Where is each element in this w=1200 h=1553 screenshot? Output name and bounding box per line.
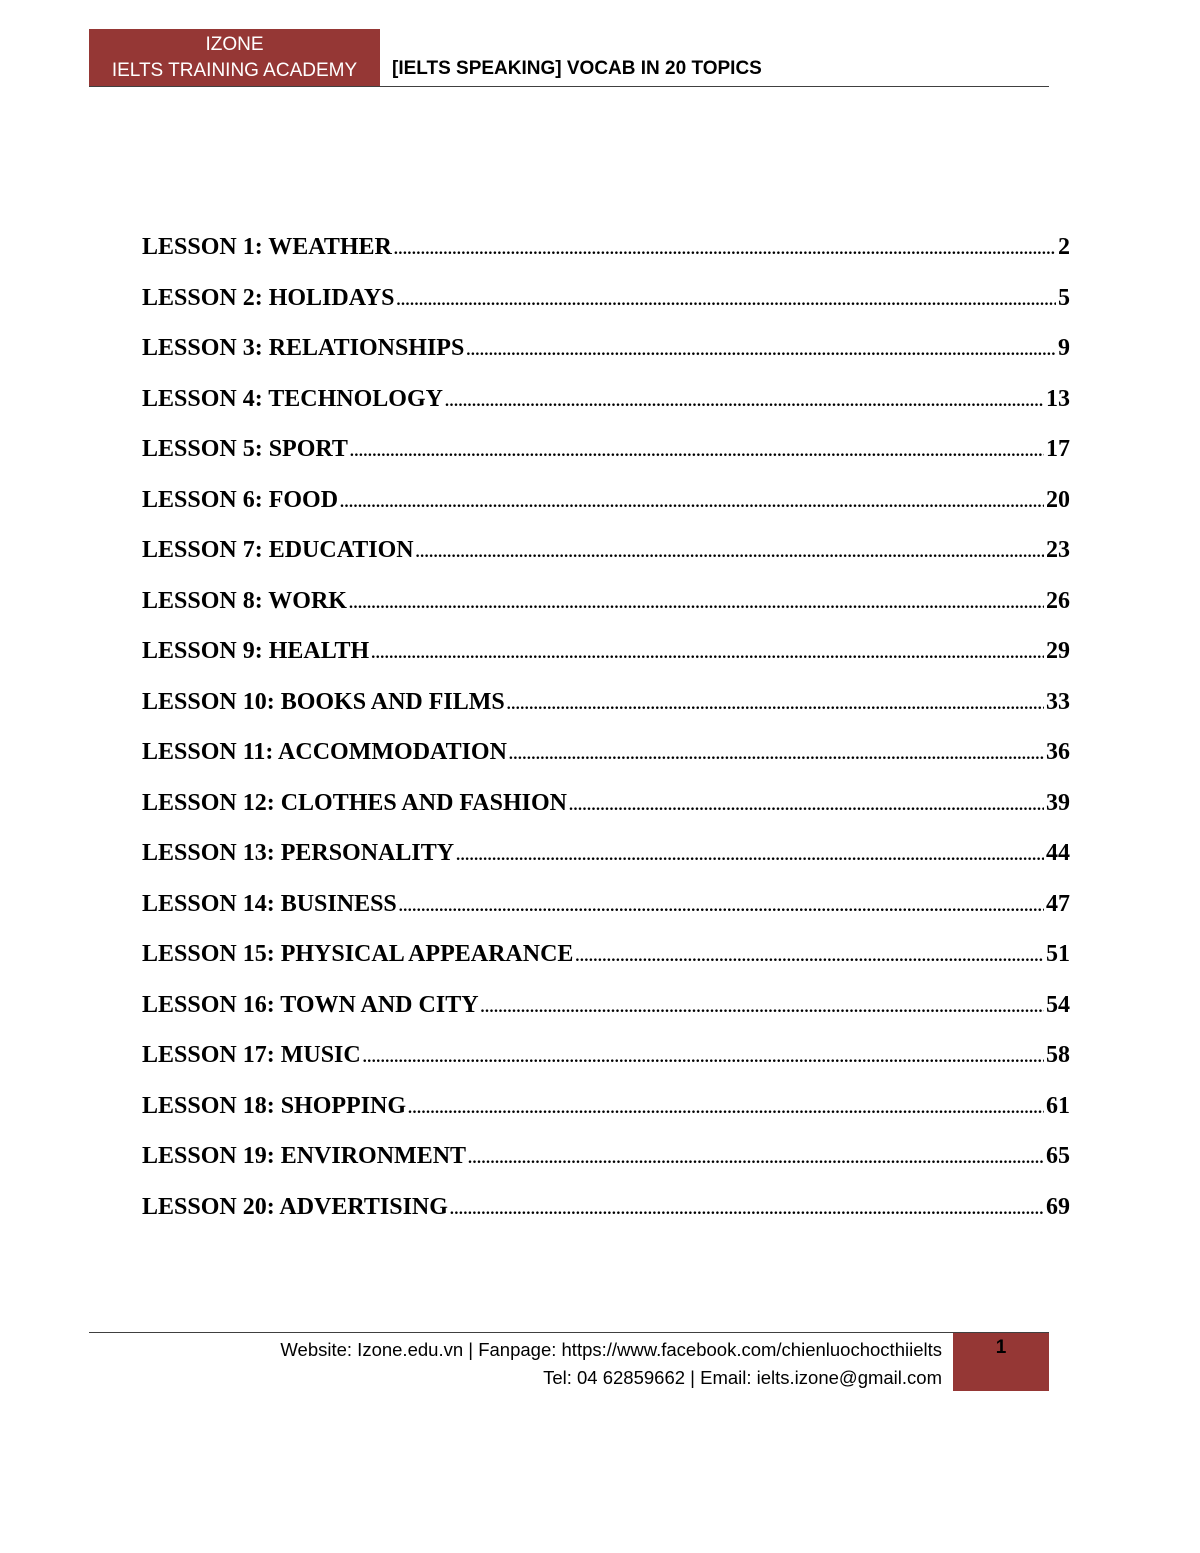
toc-entry[interactable] (142, 992, 1070, 1043)
toc-entry-page: 17 (1046, 436, 1070, 462)
toc-entry[interactable] (142, 790, 1070, 841)
toc-entry[interactable] (142, 285, 1070, 336)
toc-entry-title: LESSON 19: ENVIRONMENT (142, 1143, 467, 1169)
toc-entry-title: LESSON 11: ACCOMMODATION (142, 739, 507, 765)
toc-entry-page: 54 (1046, 991, 1070, 1018)
toc-leader (456, 847, 1044, 865)
toc-leader (371, 645, 1044, 663)
toc-entry[interactable] (142, 891, 1070, 942)
toc-leader (349, 595, 1044, 613)
toc-leader (340, 494, 1044, 512)
toc-entry-page: 29 (1046, 638, 1070, 664)
toc-leader (481, 999, 1044, 1017)
toc-entry-title: LESSON 1: WEATHER (142, 234, 392, 260)
toc-leader (363, 1049, 1044, 1067)
toc-entry-page: 69 (1046, 1193, 1070, 1220)
toc-entry[interactable] (142, 840, 1070, 891)
toc-leader (569, 797, 1044, 815)
toc-entry-title: LESSON 3: RELATIONSHIPS (142, 335, 465, 361)
toc-entry-title: LESSON 6: FOOD (142, 486, 339, 513)
toc-entry-title: LESSON 9: HEALTH (142, 638, 370, 664)
toc-leader (468, 1150, 1044, 1168)
toc-entry-page: 47 (1046, 890, 1070, 917)
brand-name: IZONE (205, 34, 264, 55)
toc-entry-page: 20 (1046, 486, 1070, 513)
toc-entry-title: LESSON 16: TOWN AND CITY (142, 991, 479, 1018)
toc-leader (445, 393, 1044, 411)
toc-entry[interactable] (142, 234, 1070, 285)
toc-entry-page: 58 (1046, 1042, 1070, 1068)
toc-leader (394, 241, 1056, 259)
toc-entry[interactable] (142, 436, 1070, 487)
toc-entry[interactable] (142, 1194, 1070, 1245)
page-number: 1 (953, 1333, 1049, 1391)
toc-entry-title: LESSON 4: TECHNOLOGY (142, 385, 443, 412)
toc-entry-page: 23 (1046, 537, 1070, 563)
toc-leader (408, 1100, 1044, 1118)
toc-entry[interactable] (142, 689, 1070, 740)
toc-leader (399, 898, 1044, 916)
table-of-contents (142, 234, 1070, 1244)
toc-entry-page: 5 (1058, 284, 1070, 311)
toc-entry[interactable] (142, 638, 1070, 689)
toc-entry-title: LESSON 5: SPORT (142, 436, 348, 462)
toc-entry-title: LESSON 13: PERSONALITY (142, 840, 455, 866)
toc-entry-page: 36 (1046, 739, 1070, 765)
toc-entry-page: 44 (1046, 840, 1070, 866)
toc-entry[interactable] (142, 1042, 1070, 1093)
toc-leader (450, 1201, 1044, 1219)
toc-entry-title: LESSON 10: BOOKS AND FILMS (142, 688, 505, 715)
toc-entry-page: 39 (1046, 789, 1070, 816)
header-brand-box (89, 29, 380, 86)
toc-entry-title: LESSON 7: EDUCATION (142, 537, 414, 563)
toc-leader (466, 342, 1056, 360)
toc-entry[interactable] (142, 386, 1070, 437)
toc-entry[interactable] (142, 537, 1070, 588)
toc-entry[interactable] (142, 487, 1070, 538)
toc-entry-title: LESSON 17: MUSIC (142, 1042, 361, 1068)
toc-entry[interactable] (142, 1093, 1070, 1144)
toc-entry-page: 65 (1046, 1143, 1070, 1169)
toc-entry-page: 9 (1058, 335, 1070, 361)
toc-entry-title: LESSON 2: HOLIDAYS (142, 284, 395, 311)
toc-leader (575, 948, 1044, 966)
document-title: [IELTS SPEAKING] VOCAB IN 20 TOPICS (392, 58, 762, 79)
toc-entry-title: LESSON 20: ADVERTISING (142, 1193, 448, 1220)
toc-entry-title: LESSON 12: CLOTHES AND FASHION (142, 789, 567, 816)
toc-entry[interactable] (142, 335, 1070, 386)
brand-subtitle: IELTS TRAINING ACADEMY (111, 60, 358, 81)
toc-entry-page: 33 (1046, 688, 1070, 715)
toc-entry[interactable] (142, 941, 1070, 992)
toc-entry-title: LESSON 15: PHYSICAL APPEARANCE (142, 941, 574, 967)
toc-leader (509, 746, 1044, 764)
footer-website-line: Website: Izone.edu.vn | Fanpage: https://www.facebook.com/chienluochocthiielts (280, 1339, 942, 1360)
toc-leader (397, 292, 1056, 310)
toc-entry-page: 61 (1046, 1092, 1070, 1119)
toc-entry-title: LESSON 18: SHOPPING (142, 1092, 407, 1119)
toc-entry-page: 26 (1046, 587, 1070, 614)
toc-leader (350, 443, 1044, 461)
toc-entry-title: LESSON 8: WORK (142, 587, 347, 614)
toc-entry-page: 2 (1058, 234, 1070, 260)
toc-entry[interactable] (142, 1143, 1070, 1194)
toc-entry-title: LESSON 14: BUSINESS (142, 890, 397, 917)
toc-entry[interactable] (142, 588, 1070, 639)
footer-contact-line: Tel: 04 62859662 | Email: ielts.izone@gmail.com (543, 1367, 942, 1388)
toc-entry[interactable] (142, 739, 1070, 790)
toc-entry-page: 13 (1046, 385, 1070, 412)
header-divider (89, 86, 1049, 87)
footer-divider (89, 1332, 1049, 1333)
toc-leader (507, 696, 1044, 714)
footer-contact (280, 1336, 942, 1392)
toc-entry-page: 51 (1046, 941, 1070, 967)
toc-leader (416, 544, 1044, 562)
